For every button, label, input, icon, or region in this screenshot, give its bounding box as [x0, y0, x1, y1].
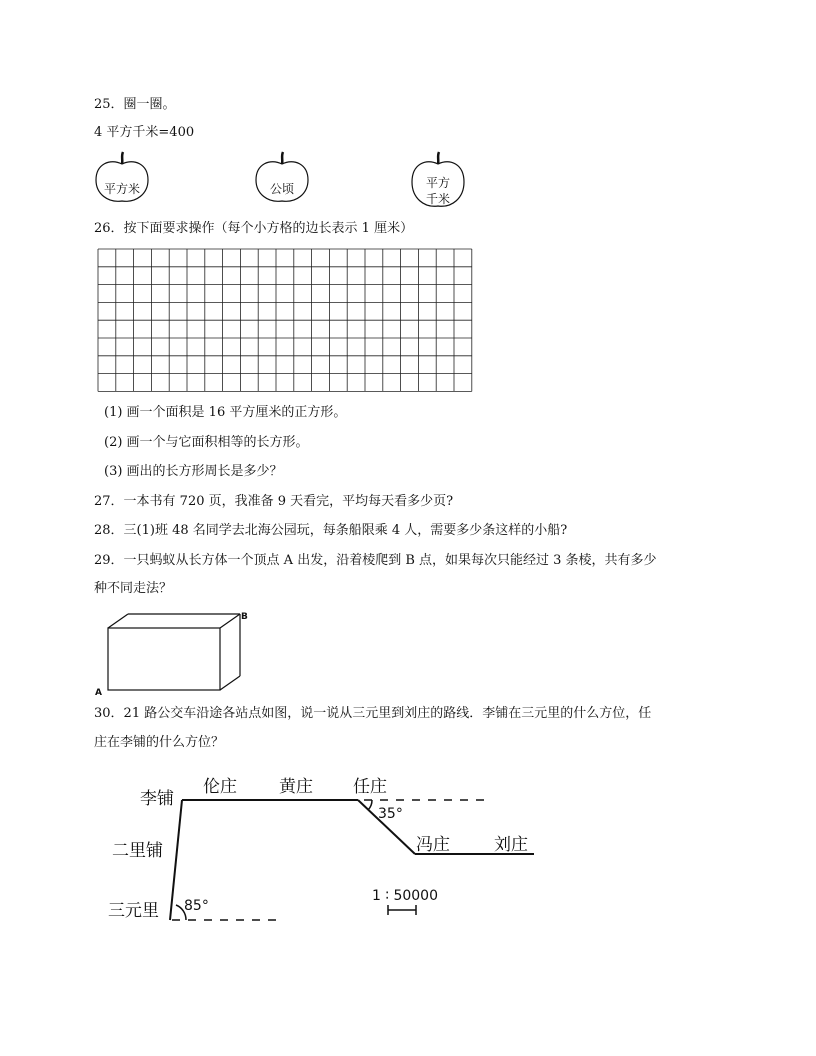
station-liuzhuang: 刘庄	[494, 835, 528, 855]
station-lunzhuang: 伦庄	[203, 777, 237, 797]
q26-sub3: (3) 画出的长方形周长是多少？	[104, 464, 283, 479]
cuboid-figure	[90, 606, 260, 698]
apple-option-3-label-line2: 千米	[425, 192, 450, 206]
angle-35-label: 35°	[378, 806, 403, 822]
station-fengzhuang: 冯庄	[416, 835, 450, 855]
vertex-b-label: B	[241, 612, 248, 622]
q26-title: 26．按下面要求操作（每个小方格的边长表示 1 厘米）	[94, 221, 414, 236]
station-huangzhuang: 黄庄	[279, 777, 313, 797]
q29-line2: 种不同走法？	[94, 581, 173, 596]
bus-route-map	[100, 768, 550, 928]
q30-line2: 庄在李铺的什么方位？	[94, 735, 225, 750]
apple-option-3[interactable]	[408, 150, 468, 210]
apple-option-2-label: 公顷	[269, 182, 294, 196]
q27-text: 27．一本书有 720 页，我准备 9 天看完，平均每天看多少页?	[94, 494, 454, 509]
apple-icon	[92, 150, 152, 206]
apple-icon	[252, 150, 312, 206]
q28-text: 28．三(1)班 48 名同学去北海公园玩，每条船限乘 4 人，需要多少条这样的小船?	[94, 523, 568, 538]
q30-line1: 30．21 路公交车沿途各站点如图，说一说从三元里到刘庄的路线．李铺在三元里的什么方位，任	[94, 706, 652, 721]
apple-option-1[interactable]	[92, 150, 152, 206]
q25-statement: 4 平方千米=400	[94, 125, 195, 140]
station-renzhuang: 任庄	[353, 777, 387, 797]
q29-line1: 29．一只蚂蚁从长方体一个顶点 A 出发，沿着棱爬到 B 点，如果每次只能经过 3 条棱，共有多少	[94, 553, 657, 568]
vertex-a-label: A	[95, 688, 102, 698]
station-sanyuanli: 三元里	[108, 901, 159, 921]
q25-title: 25．圈一圈。	[94, 97, 176, 112]
square-grid[interactable]	[97, 248, 475, 394]
scale-label: 1 ∶ 50000	[372, 888, 438, 904]
apple-option-2[interactable]	[252, 150, 312, 206]
apple-option-3-label-line1: 平方	[425, 176, 450, 190]
q26-sub2: (2) 画一个与它面积相等的长方形。	[104, 435, 309, 450]
station-lipu: 李铺	[140, 789, 174, 809]
apple-option-1-label: 平方米	[103, 182, 140, 196]
station-erlipu: 二里铺	[112, 841, 163, 861]
q26-sub1: (1) 画一个面积是 16 平方厘米的正方形。	[104, 405, 347, 420]
angle-85-label: 85°	[184, 898, 209, 914]
